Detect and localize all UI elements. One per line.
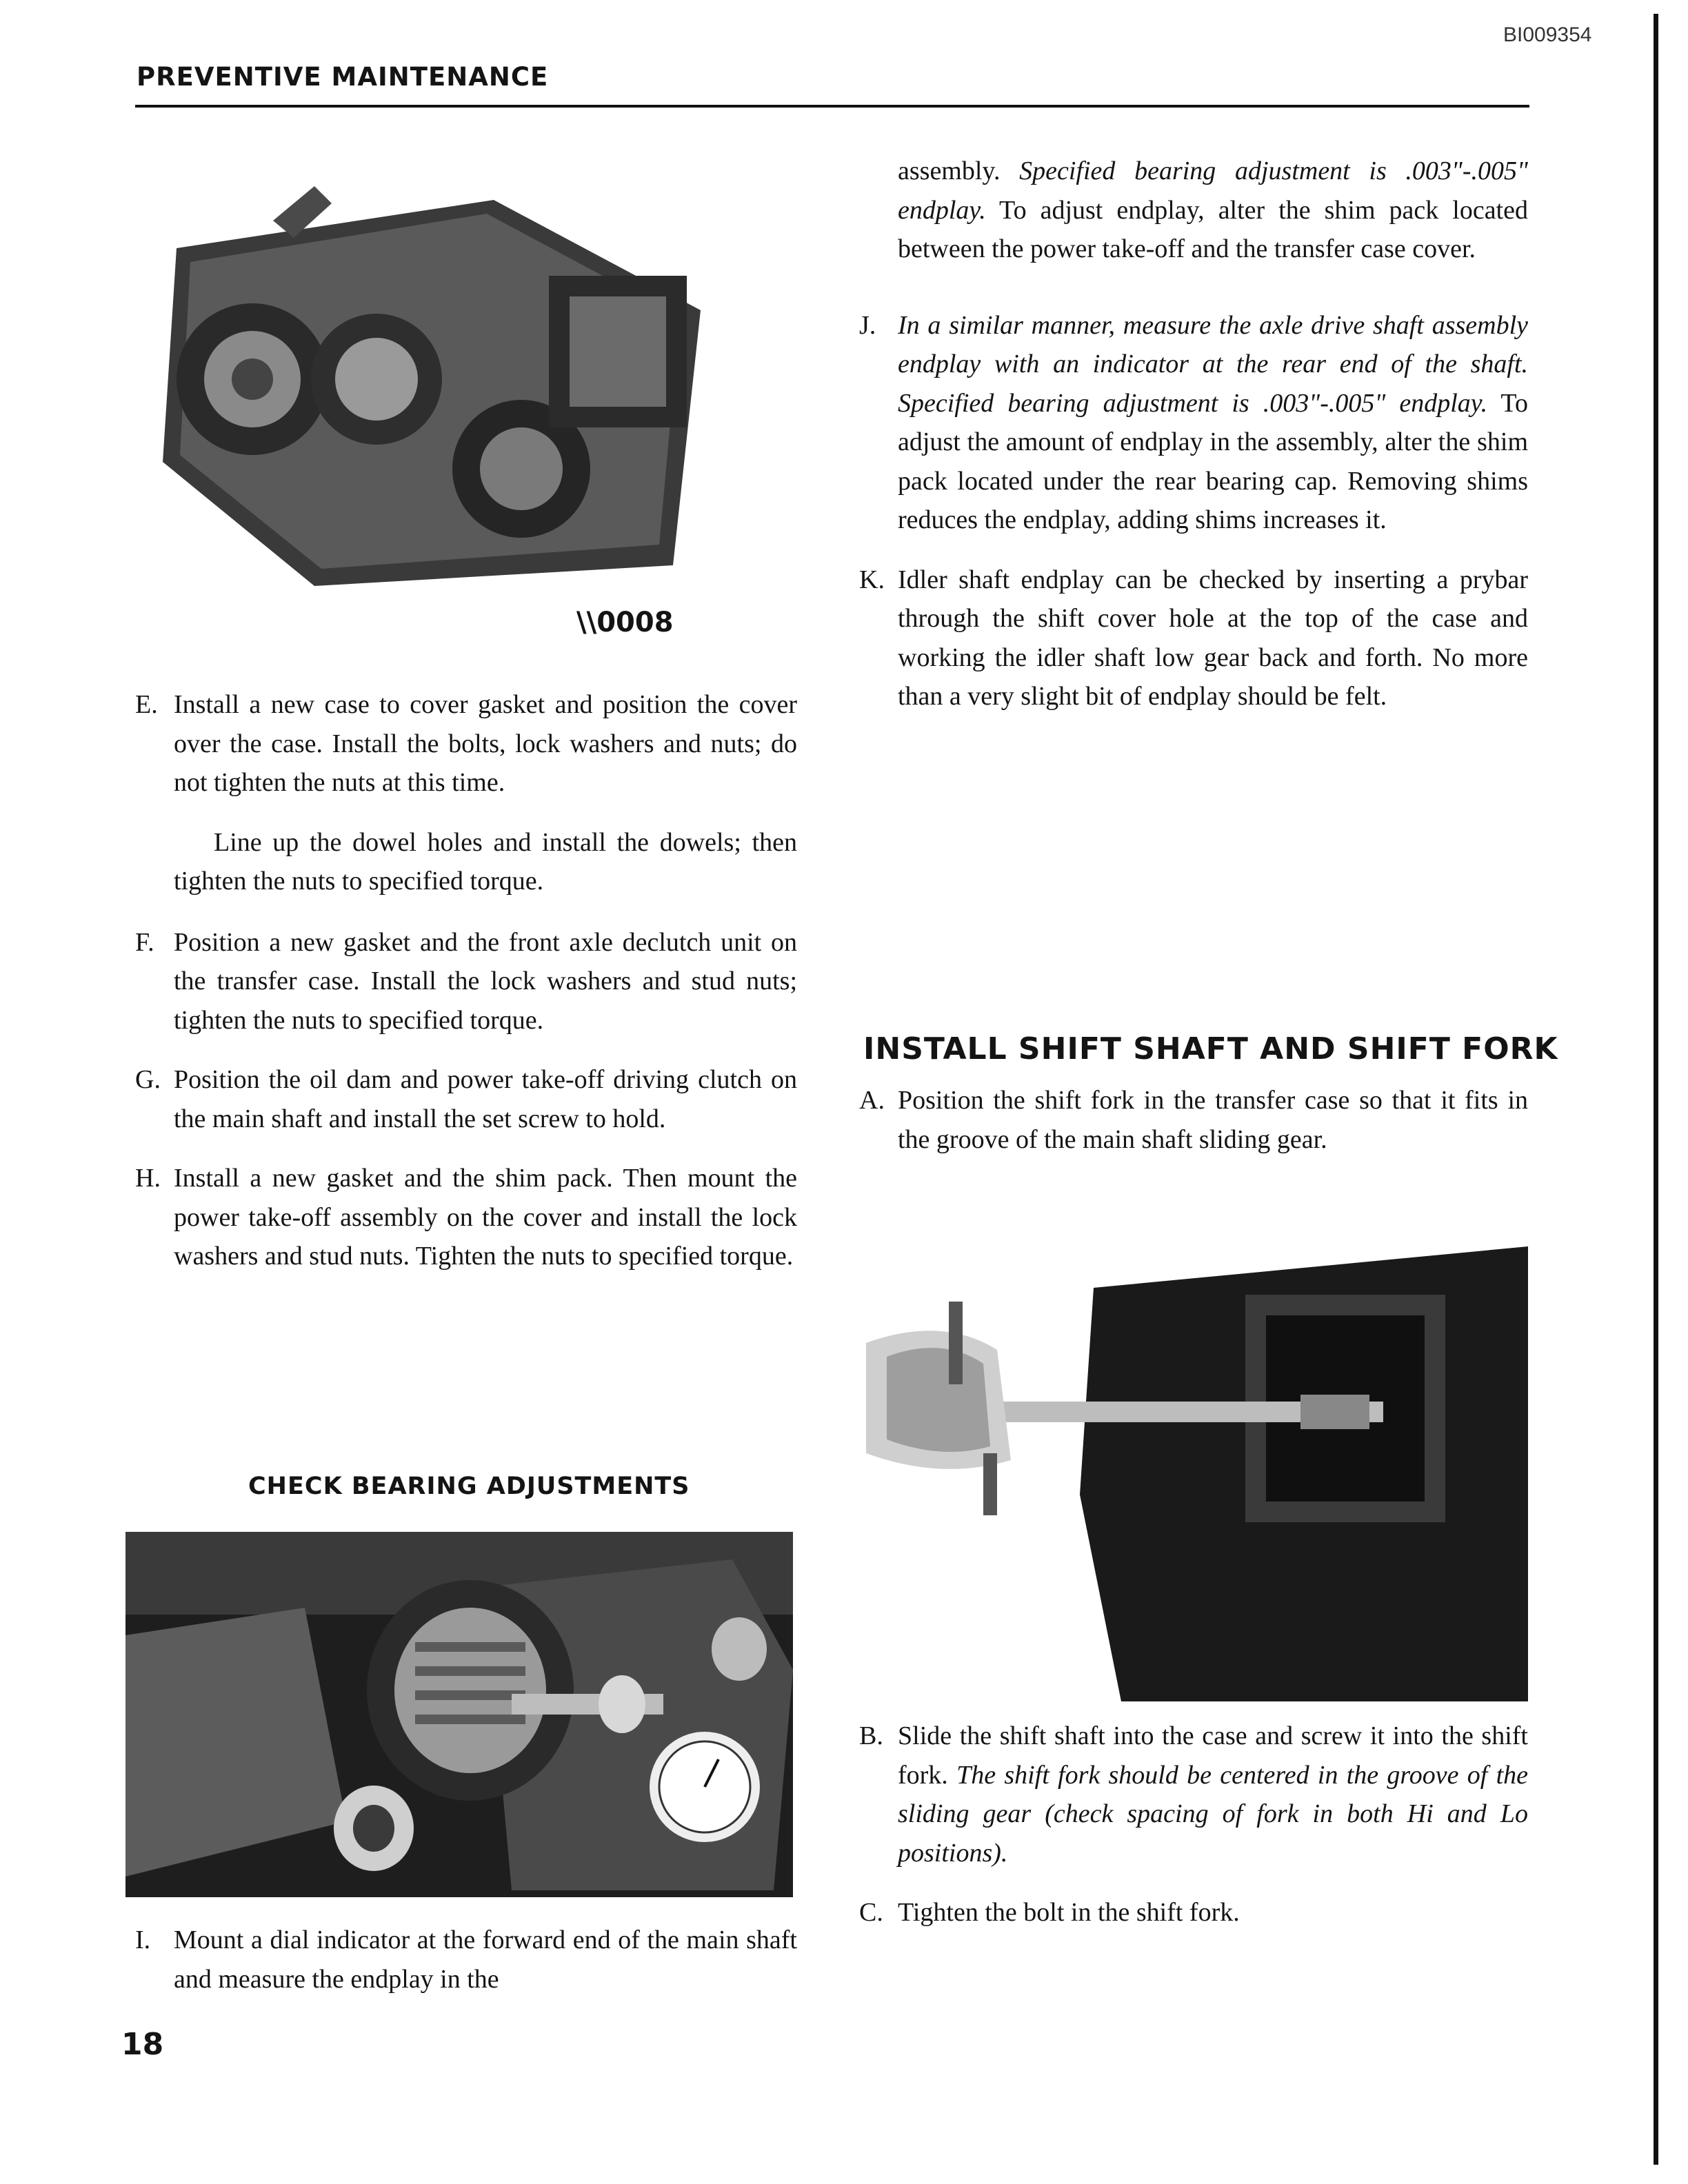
- step-i-block: [135, 1921, 797, 1999]
- step-text: In a similar manner, measure the axle drive shaft assembly endplay with an indicator at the rear end of the shaft. Specified bearing adjustment is .003"-.005" endplay. To adjust the amount of endplay in the assembly, alter the shim pack located under the rear bearing cap. Removing shims reduces the endplay, adding shims increases it.: [898, 310, 1528, 534]
- step-letter: I.: [135, 1925, 151, 1954]
- step-b: [859, 1717, 1528, 1872]
- step-h: [135, 1159, 797, 1276]
- dial-indicator-photo: [125, 1532, 793, 1897]
- step-letter: A.: [859, 1086, 885, 1115]
- page-number: 18: [121, 2027, 164, 2062]
- step-a-block: [859, 1081, 1528, 1159]
- step-letter: C.: [859, 1898, 883, 1927]
- figure-code: \\0008: [576, 607, 674, 638]
- step-text: Mount a dial indicator at the forward end of the main shaft and measure the endplay in the: [174, 1925, 797, 1994]
- step-text: Position a new gasket and the front axle declutch unit on the transfer case. Install the lock washers and stud nuts; tighten the nuts to specified torque.: [174, 927, 797, 1035]
- step-letter: B.: [859, 1721, 883, 1750]
- step-f: [135, 923, 797, 1040]
- step-letter: J.: [859, 310, 876, 340]
- step-text: Idler shaft endplay can be checked by inserting a prybar through the shift cover hole at the top of the case and working the idler shaft low gear back and forth. No more than a very slight bit of endplay should be felt.: [898, 565, 1528, 711]
- left-column: [135, 685, 797, 1276]
- right-column-lower: [859, 1717, 1528, 1932]
- step-letter: G.: [135, 1065, 161, 1094]
- right-column: [859, 152, 1528, 716]
- step-e-paragraph-2: Line up the dowel holes and install the dowels; then tighten the nuts to specified torque.: [174, 827, 797, 896]
- page-header: PREVENTIVE MAINTENANCE: [137, 62, 549, 92]
- step-letter: F.: [135, 927, 154, 957]
- page-edge-rule: [1654, 14, 1658, 2165]
- step-e: [135, 685, 797, 802]
- step-letter: K.: [859, 565, 885, 594]
- step-g: [135, 1060, 797, 1138]
- step-a: [859, 1081, 1528, 1159]
- step-letter: E.: [135, 690, 158, 719]
- step-text: Position the shift fork in the transfer case so that it fits in the groove of the main shaft sliding gear.: [898, 1086, 1528, 1154]
- shift-shaft-photo: [859, 1246, 1528, 1701]
- step-text: Install a new case to cover gasket and position the cover over the case. Install the bolts, lock washers and nuts; do not tighten the nuts at this time.: [174, 690, 797, 797]
- step-text: Position the oil dam and power take-off driving clutch on the main shaft and install the set screw to hold.: [174, 1065, 797, 1133]
- step-text: Install a new gasket and the shim pack. Then mount the power take-off assembly on the cover and install the lock washers and stud nuts. Tighten the nuts to specified torque.: [174, 1164, 797, 1271]
- step-j: [859, 306, 1528, 540]
- transfer-case-photo: [135, 172, 728, 600]
- step-i-continuation: assembly. Specified bearing adjustment is .003"-.005" endplay. To adjust endplay, alter the shim pack located between the power take-off and the transfer case cover.: [898, 156, 1528, 263]
- step-text: Tighten the bolt in the shift fork.: [898, 1898, 1240, 1927]
- step-k: [859, 560, 1528, 716]
- check-bearing-heading: CHECK BEARING ADJUSTMENTS: [248, 1473, 690, 1500]
- step-text: Slide the shift shaft into the case and screw it into the shift fork. The shift fork should be centered in the groove of the sliding gear (check spacing of fork in both Hi and Lo positions).: [898, 1721, 1529, 1868]
- document-id: BI009354: [1503, 23, 1592, 46]
- step-c: [859, 1893, 1528, 1932]
- header-rule: [135, 105, 1529, 108]
- step-i: [135, 1921, 797, 1999]
- install-shift-heading: INSTALL SHIFT SHAFT AND SHIFT FORK: [863, 1031, 1558, 1066]
- step-letter: H.: [135, 1164, 161, 1193]
